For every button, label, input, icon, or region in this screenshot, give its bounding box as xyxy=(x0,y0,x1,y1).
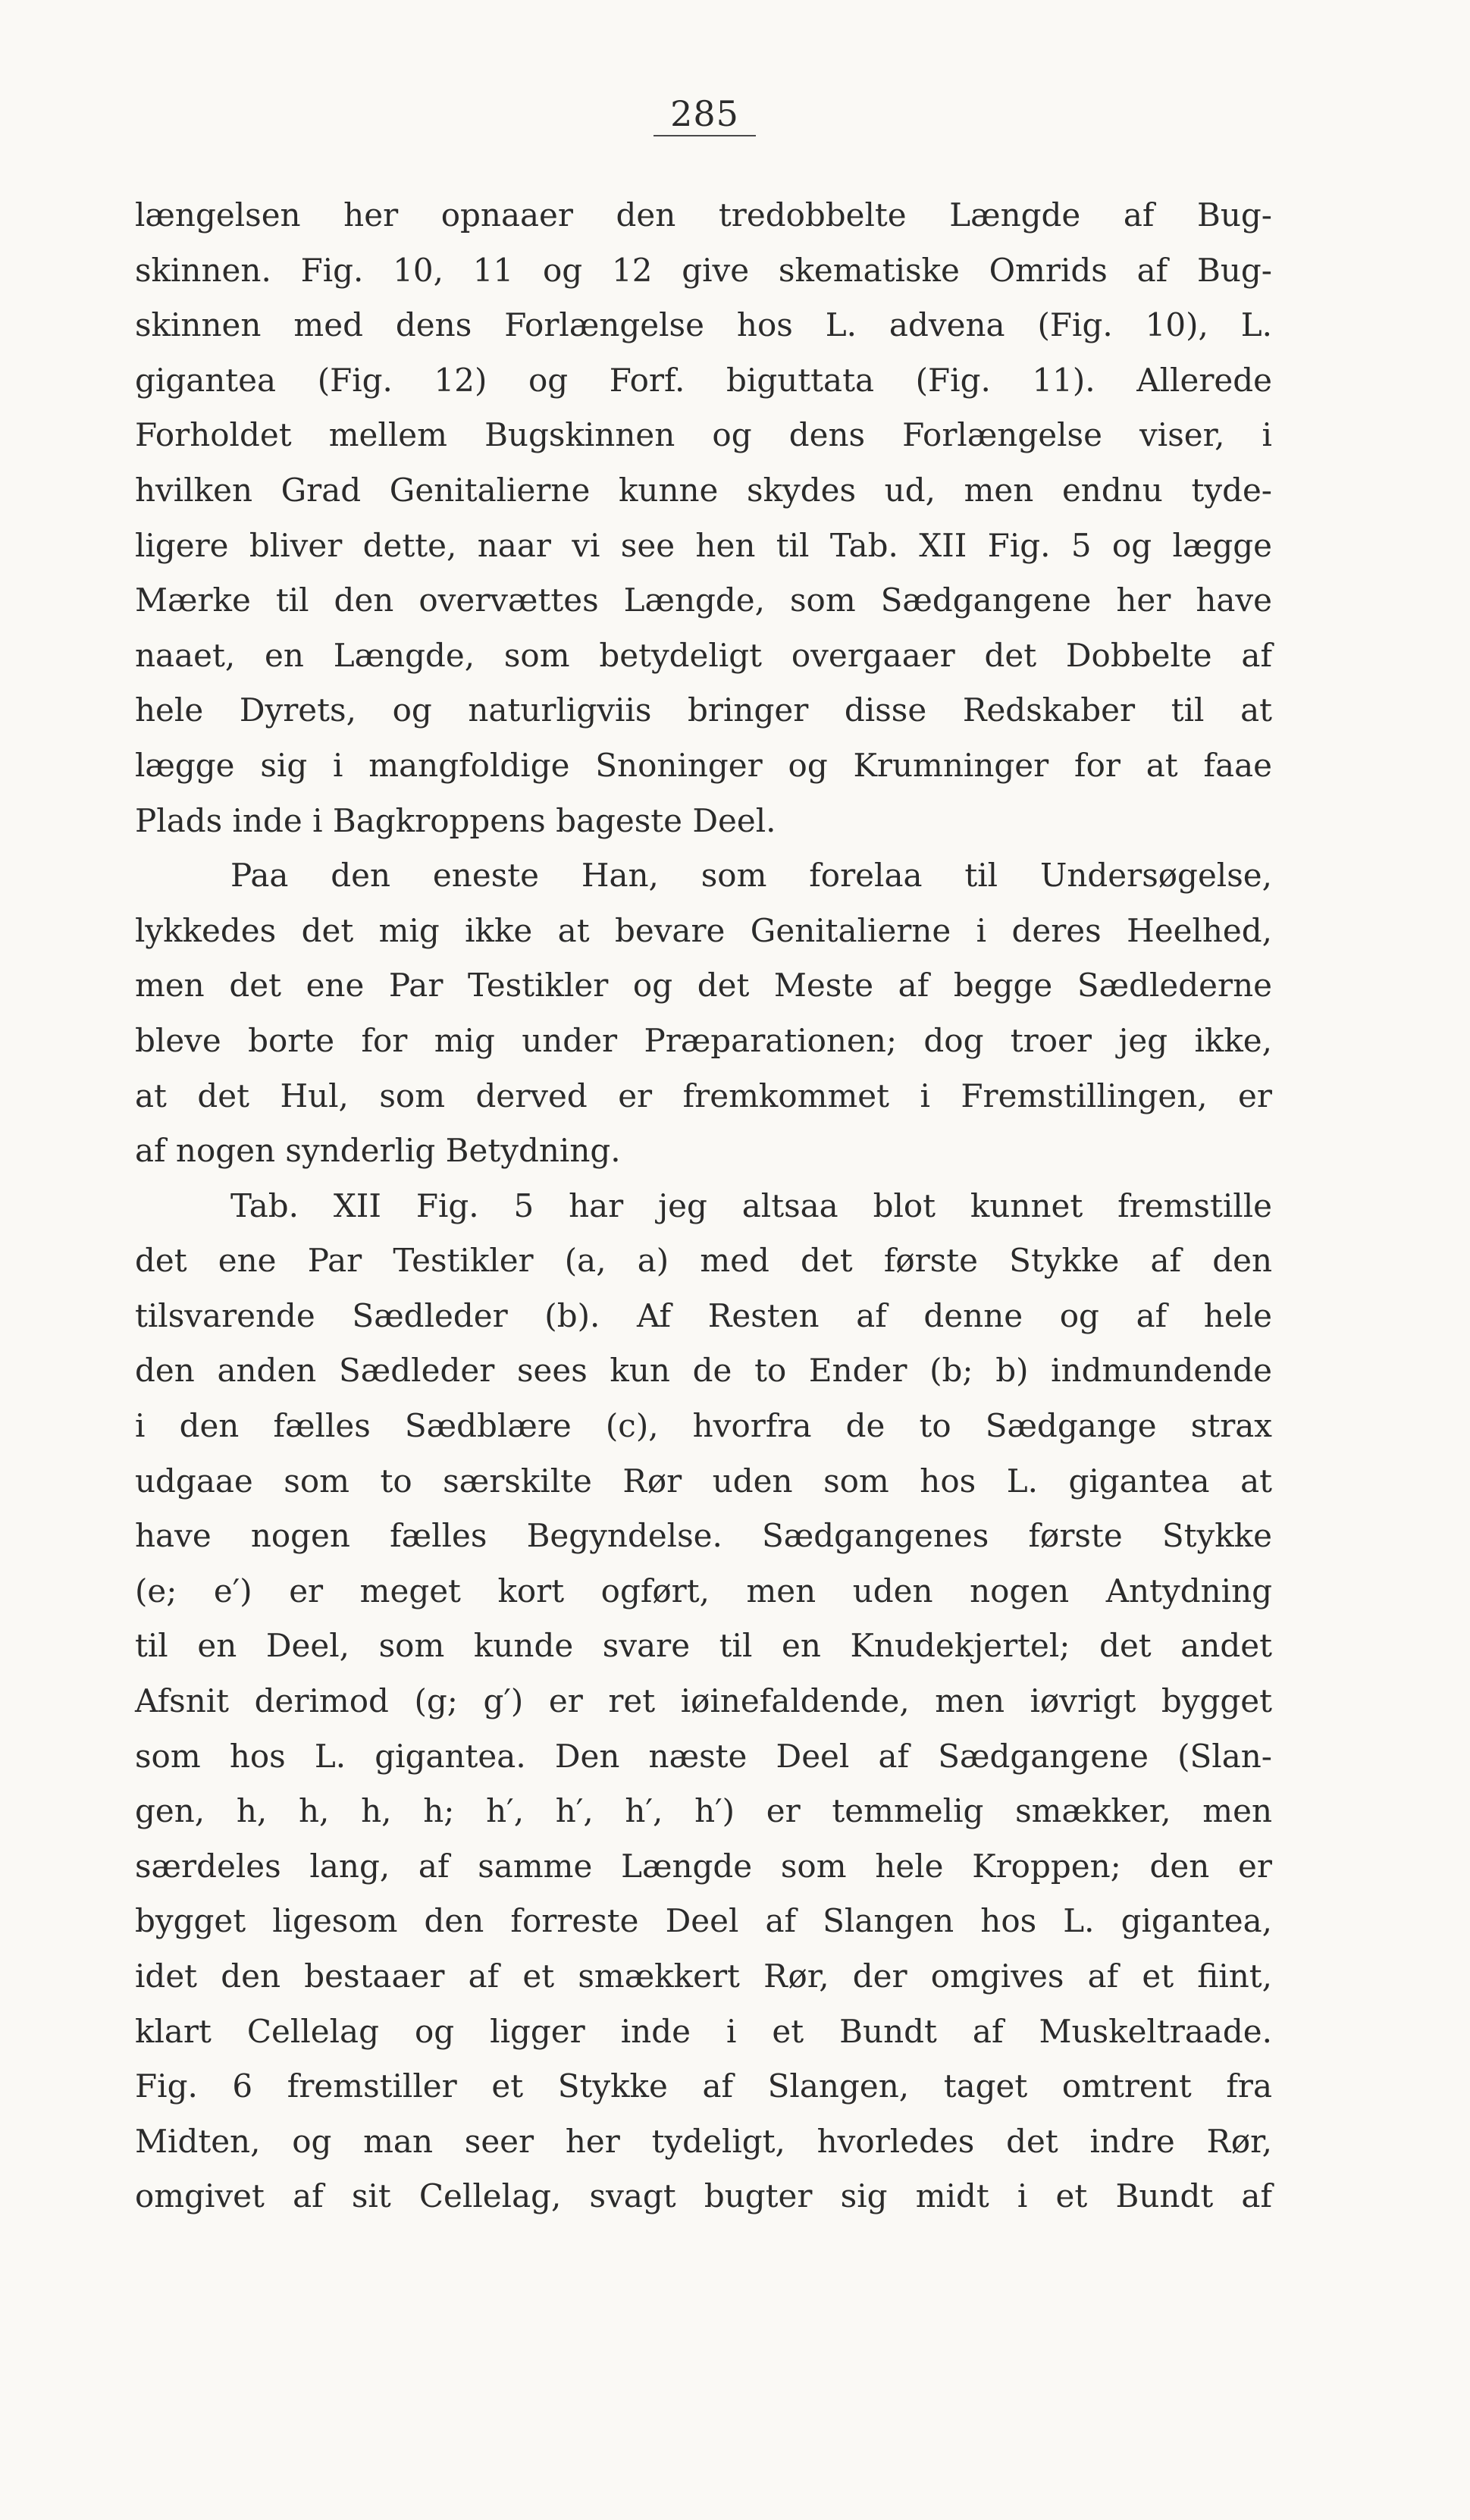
text-line: (e; e′) er meget kort ogført, men uden nogen Antydning xyxy=(135,1572,1272,1609)
text-line: lægge sig i mangfoldige Snoninger og Krumninger for at faae xyxy=(135,746,1272,784)
text-line: omgivet af sit Cellelag, svagt bugter sig midt i et Bundt af xyxy=(135,2177,1272,2215)
text-line: at det Hul, som derved er fremkommet i Fremstillingen, er xyxy=(135,1077,1272,1114)
text-line: længelsen her opnaaer den tredobbelte Længde af Bug- xyxy=(135,196,1272,234)
text-line: Midten, og man seer her tydeligt, hvorledes det indre Rør, xyxy=(135,2122,1272,2160)
text-line: hvilken Grad Genitalierne kunne skydes ud, men endnu tyde- xyxy=(135,471,1272,509)
text-line: ligere bliver dette, naar vi see hen til Tab. XII Fig. 5 og lægge xyxy=(135,526,1272,564)
text-line: skinnen med dens Forlængelse hos L. advena (Fig. 10), L. xyxy=(135,306,1272,344)
text-line: bygget ligesom den forreste Deel af Slangen hos L. gigantea, xyxy=(135,1902,1272,1940)
text-line: bleve borte for mig under Præparationen; dog troer jeg ikke, xyxy=(135,1021,1272,1059)
text-line: men det ene Par Testikler og det Meste af begge Sædlederne xyxy=(135,967,1272,1005)
text-line: gen, h, h, h, h; h′, h′, h′, h′) er temmelig smækker, men xyxy=(135,1792,1272,1830)
text-line: som hos L. gigantea. Den næste Deel af Sædgangene (Slan- xyxy=(135,1737,1272,1775)
text-line: den anden Sædleder sees kun de to Ender (b; b) indmundende xyxy=(135,1352,1272,1390)
text-line: tilsvarende Sædleder (b). Af Resten af denne og af hele xyxy=(135,1296,1272,1334)
body-text xyxy=(135,188,1272,2224)
text-line: særdeles lang, af samme Længde som hele Kroppen; den er xyxy=(135,1847,1272,1885)
text-line: idet den bestaaer af et smækkert Rør, der omgives af et fiint, xyxy=(135,1957,1272,1995)
text-line: Plads inde i Bagkroppens bageste Deel. xyxy=(135,801,776,839)
text-line: lykkedes det mig ikke at bevare Genitalierne i deres Heelhed, xyxy=(135,911,1272,949)
text-line: Paa den eneste Han, som forelaa til Undersøgelse, xyxy=(230,857,1272,895)
text-line: gigantea (Fig. 12) og Forf. biguttata (Fig. 11). Allerede xyxy=(135,361,1272,399)
page-number xyxy=(0,92,1470,138)
text-line: Fig. 6 fremstiller et Stykke af Slangen, taget omtrent fra xyxy=(135,2067,1272,2105)
text-line: skinnen. Fig. 10, 11 og 12 give skematiske Omrids af Bug- xyxy=(135,251,1272,289)
text-line: naaet, en Længde, som betydeligt overgaaer det Dobbelte af xyxy=(135,636,1272,674)
text-line: af nogen synderlig Betydning. xyxy=(135,1132,621,1170)
text-line: i den fælles Sædblære (c), hvorfra de to Sædgange strax xyxy=(135,1407,1272,1445)
text-line: Afsnit derimod (g; g′) er ret iøinefaldende, men iøvrigt bygget xyxy=(135,1682,1272,1720)
text-line: klart Cellelag og ligger inde i et Bundt af Muskeltraade. xyxy=(135,2012,1272,2050)
text-line: Tab. XII Fig. 5 har jeg altsaa blot kunnet fremstille xyxy=(230,1186,1272,1224)
text-line: udgaae som to særskilte Rør uden som hos L. gigantea at xyxy=(135,1462,1272,1500)
text-line: Forholdet mellem Bugskinnen og dens Forlængelse viser, i xyxy=(135,416,1272,454)
text-line: have nogen fælles Begyndelse. Sædgangenes første Stykke xyxy=(135,1517,1272,1555)
text-line: hele Dyrets, og naturligviis bringer disse Redskaber til at xyxy=(135,691,1272,729)
text-line: Mærke til den overvættes Længde, som Sædgangene her have xyxy=(135,581,1272,619)
text-line: det ene Par Testikler (a, a) med det første Stykke af den xyxy=(135,1242,1272,1280)
page-number-text: 285 xyxy=(654,92,756,138)
text-line: til en Deel, som kunde svare til en Knudekjertel; det andet xyxy=(135,1627,1272,1665)
